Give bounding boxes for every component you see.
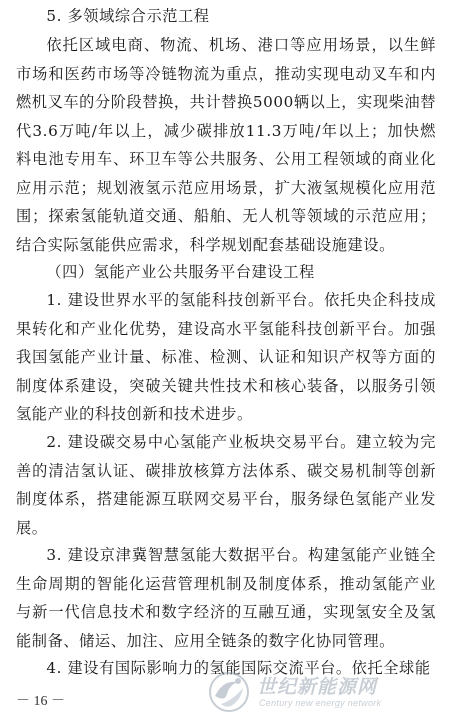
paragraph-item-4: 4. 建设有国际影响力的氢能国际交流平台。依托全球能	[46, 659, 431, 677]
watermark-logo-icon	[207, 670, 251, 714]
watermark	[207, 668, 437, 716]
watermark-text-en: Century new energy network	[259, 698, 382, 708]
section-heading-4: （四）氢能产业公共服务平台建设工程	[46, 263, 315, 281]
section-heading-5: 5. 多领域综合示范工程	[46, 7, 210, 25]
paragraph-item-1: 1. 建设世界水平的氢能科技创新平台。依托央企科技成果转化和产业化优势，建设高水平氢能科技创新平台。加强我国氢能产业计量、标准、检测、认证和知识产权等方面的制度体系建设，突破关键共性技术和核心装备，以服务引领氢能产业的科技创新和技术进步。	[16, 291, 436, 423]
watermark-text-cn: 世纪新能源网	[257, 676, 378, 698]
page-number: － 16 －	[16, 694, 65, 709]
paragraph-item-3: 3. 建设京津冀智慧氢能大数据平台。构建氢能产业链全生命周期的智能化运营管理机制及制度体系，推动氢能产业与新一代信息技术和数字经济的互融互通，实现氢安全及氢能制备、储运、加注、应用全链条的数字化协同管理。	[16, 546, 436, 650]
paragraph-demo-projects: 依托区域电商、物流、机场、港口等应用场景，以生鲜市场和医药市场等冷链物流为重点，推动实现电动叉车和内燃机叉车的分阶段替换，共计替换5000辆以上，实现柴油替代3.6万吨/年以上，减少碳排放11.3万吨/年以上；加快燃料电池专用车、环卫车等公共服务、公用工程领域的商业化应用示范；规划液氢示范应用场景，扩大液氢规模化应用范围；探索氢能轨道交通、船舶、无人机等领域的示范应用；结合实际氢能供应需求，科学规划配套基础设施建设。	[16, 36, 436, 254]
paragraph-item-2: 2. 建设碳交易中心氢能产业板块交易平台。建立较为完善的清洁氢认证、碳排放核算方法体系、碳交易机制等创新制度体系，搭建能源互联网交易平台，服务绿色氢能产业发展。	[16, 433, 436, 537]
